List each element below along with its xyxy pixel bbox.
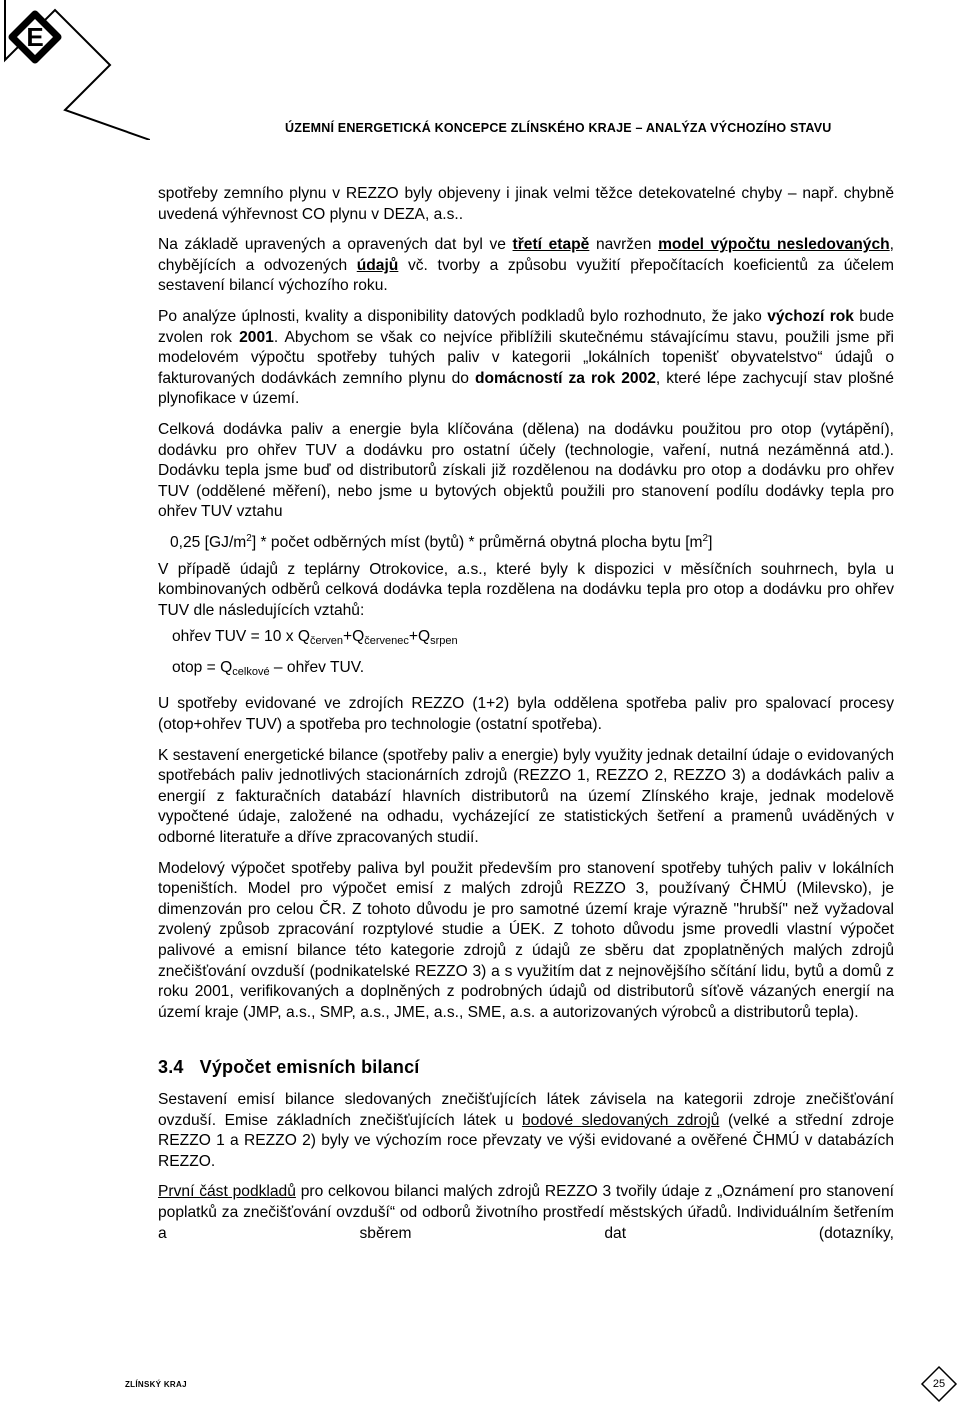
section-heading <box>158 1057 894 1078</box>
paragraph: spotřeby zemního plynu v REZZO byly objeveny i jinak velmi těžce detekovatelné chyby – např. chybně uvedená výhřevnost CO plynu v DEZA, a.s.. <box>158 185 894 223</box>
paragraph: Celková dodávka paliv a energie byla klíčována (dělena) na dodávku použitou pro otop (vytápění), dodávku pro ohřev TUV a dodávku pro ostatní účely (technologie, vaření, nutná nezáměnná atd.). Dodávku tepla jsme buď od distributorů získali již rozdělenou na dodávku pro otop a dodávku pro ohřev TUV (oddělené měření), nebo jsme u bytových objektů použili pro stanovení podílu dodávky tepla pro ohřev TUV vztahu <box>158 420 894 521</box>
paragraph: V případě údajů z teplárny Otrokovice, a.s., které byly k dispozici v měsíčních souhrnech, byla u kombinovaných odběrů celková dodávka tepla rozdělena na dodávku tepla pro otop a dodávku pro ohřev TUV dle následujících vztahů: <box>158 560 894 619</box>
paragraph: Po analýze úplnosti, kvality a disponibility datových podkladů bylo rozhodnuto, že jako výchozí rok bude zvolen rok 2001. Abychom se však co nejvíce přiblížili skutečnému stávajícímu stavu, použili jsme při modelovém výpočtu spotřeby tuhých paliv v kategorii „lokálních topenišť obyvatelstvo“ údajů o fakturovaných dodávkách zemního plynu do domácností za rok 2002, které lépe zachycují stav plošné plynofikace v území. <box>158 307 895 408</box>
running-header: ÚZEMNÍ ENERGETICKÁ KONCEPCE ZLÍNSKÉHO KRAJE – ANALÝZA VÝCHOZÍHO STAVU <box>285 121 832 135</box>
paragraph: První část podkladů pro celkovou bilanci malých zdrojů REZZO 3 tvořily údaje z „Oznámení pro stanovení poplatků za znečišťování ovzduší“ od odborů životního prostředí městských úřadů. Individuálním šetřením a sběrem dat (dotazníky, <box>158 1183 894 1242</box>
footer-region: ZLÍNSKÝ KRAJ <box>125 1380 187 1389</box>
paragraph: K sestavení energetické bilance (spotřeby paliv a energie) byly využity jednak detailní údaje o evidovaných spotřebách paliv jednotlivých stacionárních zdrojů (REZZO 1, REZZO 2, REZZO 3) a dodávkách paliv a energií z fakturačních databází hlavních distributorů na území Zlínského kraje, jednak modelově vypočtené údaje, založené na odhadu, vycházející ze statistických šetření a pramenů uváděných v odborné literatuře a dříve zpracovaných studií. <box>158 746 894 847</box>
energy-logo <box>0 0 150 140</box>
page-number-badge <box>920 1365 958 1403</box>
paragraph: Sestavení emisí bilance sledovaných znečišťujících látek závisela na kategorii zdroje znečišťování ovzduší. Emise základních znečišťujících látek u bodové sledovaných zdrojů (velké a střední zdroje REZZO 1 a REZZO 2) byly ve výchozím roce převzaty ve výši evidované a ověřené ČHMÚ v databázích REZZO. <box>158 1090 894 1170</box>
section-title: Výpočet emisních bilancí <box>199 1057 420 1078</box>
page-number: 25 <box>932 1378 946 1390</box>
formula: ohřev TUV = 10 x $Q_{červen}+Q_{červenec}+Q_{srpen}$ <box>172 628 458 648</box>
paragraph: Modelový výpočet spotřeby paliva byl použit především pro stanovení spotřeby tuhých paliv v lokálních topeništích. Model pro výpočet emisí z malých zdrojů REZZO 3, používaný ČHMÚ (Milevsko), je dimenzován pro celou ČR. Z tohoto důvodu je pro samotné území kraje výrazně "hrubší" než vyžadoval zvolený způsob zpracování rozptylové studie a ÚEK. Z tohoto důvodu jsme provedli vlastní výpočet palivové a emisní bilance této kategorie zdrojů z údajů ze sběru dat zpoplatněných malých zdrojů znečišťování ovzduší (podnikatelské REZZO 3) a s využitím dat z nejnovějšího sčítání lidu, bytů a domů z roku 2001, verifikovaných a doplněných z podrobných údajů od distributorů síťově vázaných energií na území kraje (JMP, a.s., SMP, a.s., JME, a.s., SME, a.s. a autorizovaných výrobců a distributorů tepla). <box>158 859 894 1021</box>
section-number: 3.4 <box>158 1057 184 1078</box>
formula: 0,25 $[GJ/m^2]$ * počet odběrných míst (bytů) * průměrná obytná plocha bytu $[m^2]$ <box>170 532 713 551</box>
logo-letter: E <box>26 22 44 52</box>
document-body <box>158 184 894 1254</box>
paragraph: U spotřeby evidované ve zdrojích REZZO (1+2) byla oddělena spotřeba paliv pro spalovací procesy (otop+ohřev TUV) a spotřeba pro technologie (ostatní spotřeba). <box>158 695 894 734</box>
formula: otop = $Q_{celkové}$ – ohřev TUV. <box>172 658 365 678</box>
paragraph: Na základě upravených a opravených dat byl ve třetí etapě navržen model výpočtu nesledovaných, chybějících a odvozených údajů vč. tvorby a způsobu využití přepočítacích koeficientů za účelem sestavení bilancí výchozího roku. <box>158 236 894 295</box>
